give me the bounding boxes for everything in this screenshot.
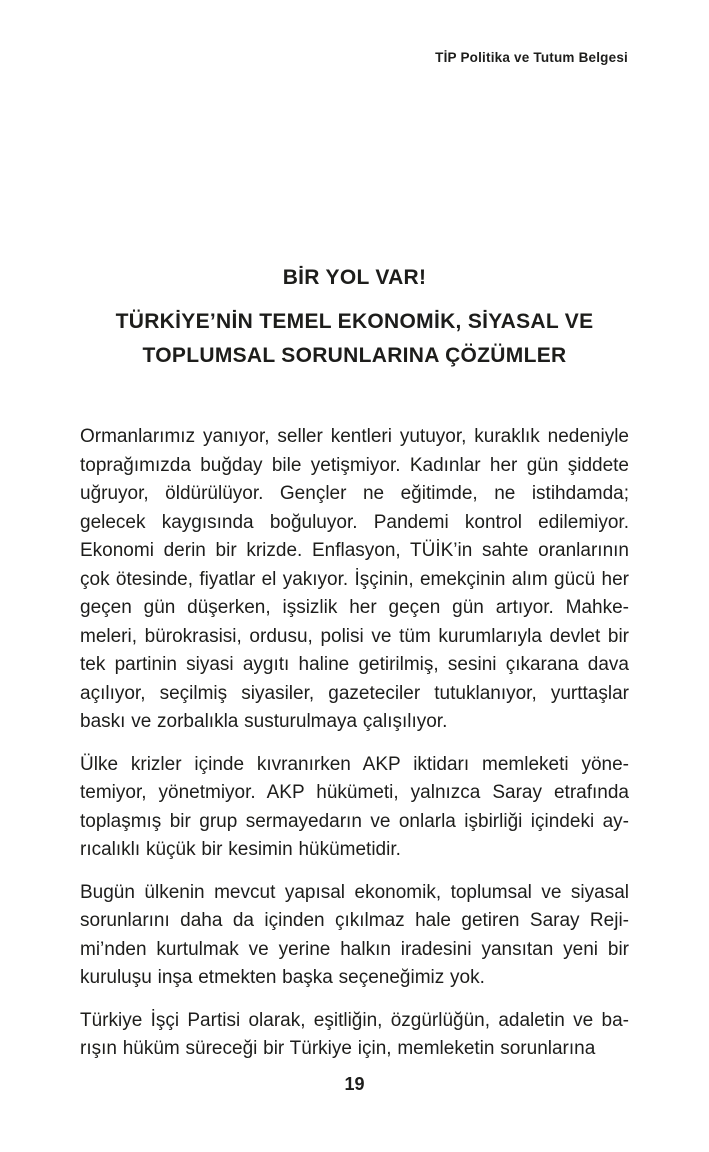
page-number: 19 [344, 1074, 365, 1094]
section-title: BİR YOL VAR! [282, 266, 427, 289]
section-subtitle-line-1: TÜRKİYE’NİN TEMEL EKONOMİK, SİYASAL VE [115, 310, 594, 333]
paragraph-4: Türkiye İşçi Partisi olarak, eşitliğin, özgürlüğün, adaletin ve barışın hüküm süreceği bir Türkiye için, memleketin sorunlarına [80, 1009, 629, 1059]
paragraph-2: Ülke krizler içinde kıvranırken AKP iktidarı memleketi yönetemiyor, yönetmiyor. AKP hükümeti, yalnızca Saray etrafında toplaşmış bir grup sermayedarın ve onlarla işbirliği içindeki ayrıcalıklı küçük bir kesimin hükümetidir. [80, 753, 629, 860]
section-subtitle [80, 305, 629, 373]
page-content [80, 265, 629, 1064]
running-header: TİP Politika ve Tutum Belgesi [435, 50, 628, 65]
paragraph-3: Bugün ülkenin mevcut yapısal ekonomik, toplumsal ve siyasal sorunlarını daha da içinden çıkılmaz hale getiren Saray Rejimi’nden kurtulmak ve yerine halkın iradesini yansıtan yeni bir kuruluşu inşa etmekten başka seçeneğimiz yok. [80, 881, 629, 988]
section-subtitle-line-2: TOPLUMSAL SORUNLARINA ÇÖZÜMLER [142, 344, 567, 367]
paragraph-1: Ormanlarımız yanıyor, seller kentleri yutuyor, kuraklık nedeniyle toprağımızda buğday bile yetişmiyor. Kadınlar her gün şiddete uğruyor, öldürülüyor. Gençler ne eğitimde, ne istihdamda; gelecek kaygısında boğuluyor. Pandemi kontrol edilemiyor. Ekonomi derin bir krizde. Enflasyon, TÜİK’in sahte oranlarının çok ötesinde, fiyatlar el yakıyor. İşçinin, emekçinin alım gücü her geçen gün düşerken, işsizlik her geçen gün artıyor. Mahkemeleri, bürokrasisi, ordusu, polisi ve tüm kurumlarıyla devlet bir tek partinin siyasi aygıtı haline getirilmiş, sesini çıkarana dava açılıyor, seçilmiş siyasiler, gazeteciler tutuklanıyor, yurttaşlar baskı ve zorbalıkla susturulmaya çalışılıyor. [80, 426, 629, 732]
